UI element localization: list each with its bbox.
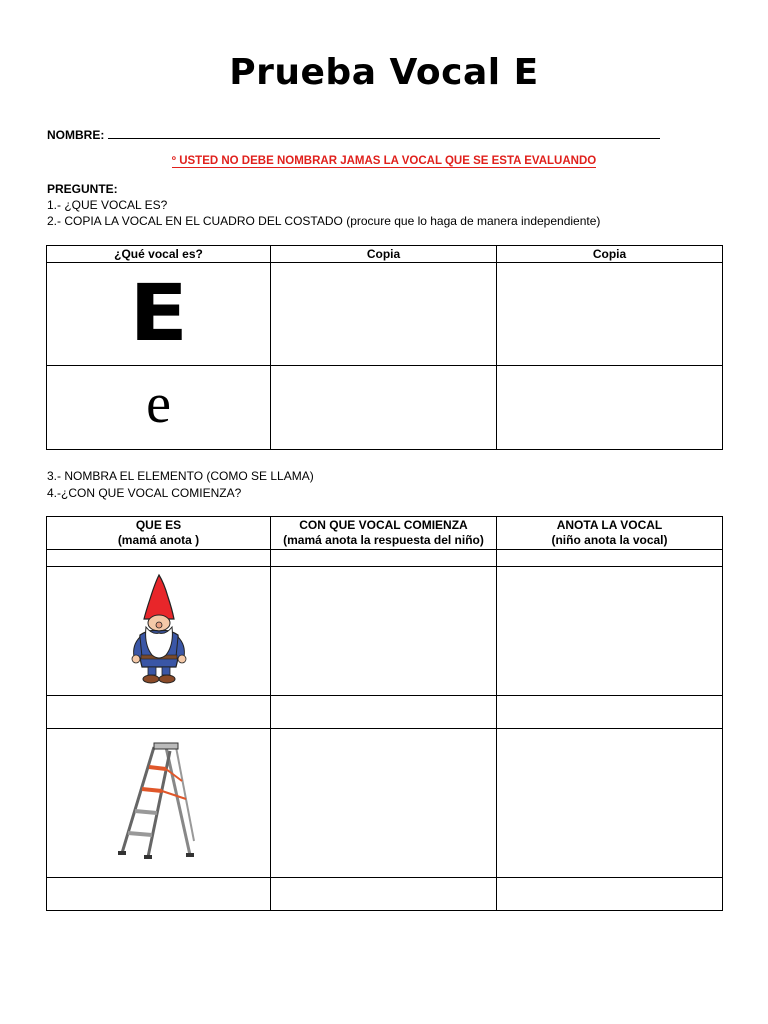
question-2-text: 2.- COPIA LA VOCAL EN EL CUADRO DEL COSTADO [47, 214, 343, 228]
header-con-que-vocal-sub: (mamá anota la respuesta del niño) [283, 533, 484, 547]
copy-cell[interactable] [271, 263, 497, 366]
table-row [47, 878, 723, 911]
answer-cell[interactable] [271, 878, 497, 911]
header-anota-vocal-sub: (niño anota la vocal) [551, 533, 668, 547]
vowel-table [46, 245, 723, 450]
answer-cell[interactable] [271, 729, 497, 878]
nombre-field[interactable] [108, 127, 660, 139]
vowel-table-header [47, 246, 723, 263]
answer-cell[interactable] [497, 696, 723, 729]
ladder-cell [47, 729, 271, 878]
ladder-icon [114, 741, 204, 861]
header-copia-2: Copia [497, 246, 723, 263]
table-row [47, 729, 723, 878]
warning-note [0, 155, 768, 167]
answer-cell[interactable] [497, 550, 723, 567]
table-row [47, 550, 723, 567]
answer-cell[interactable] [47, 696, 271, 729]
table-row [47, 567, 723, 696]
element-table-header [47, 517, 723, 550]
vowel-upper: E [129, 269, 188, 359]
question-2 [47, 214, 600, 228]
table-row [47, 366, 723, 450]
vowel-lower: e [146, 372, 171, 435]
answer-cell[interactable] [271, 696, 497, 729]
question-3: 3.- NOMBRA EL ELEMENTO (COMO SE LLAMA) [47, 469, 314, 483]
answer-cell[interactable] [47, 550, 271, 567]
element-table [46, 516, 723, 911]
header-anota-vocal [497, 517, 723, 550]
nombre-label: NOMBRE: [47, 128, 105, 142]
header-anota-vocal-title: ANOTA LA VOCAL [556, 518, 663, 532]
vowel-upper-cell [47, 263, 271, 366]
question-4: 4.-¿CON QUE VOCAL COMIENZA? [47, 486, 242, 500]
question-2-note: (procure que lo haga de manera independiente) [346, 214, 601, 228]
answer-cell[interactable] [47, 878, 271, 911]
header-que-vocal: ¿Qué vocal es? [47, 246, 271, 263]
question-1: 1.- ¿QUE VOCAL ES? [47, 198, 168, 212]
header-con-que-vocal [271, 517, 497, 550]
answer-cell[interactable] [497, 878, 723, 911]
table-row [47, 696, 723, 729]
answer-cell[interactable] [271, 550, 497, 567]
header-copia-1: Copia [271, 246, 497, 263]
answer-cell[interactable] [497, 729, 723, 878]
copy-cell[interactable] [497, 263, 723, 366]
copy-cell[interactable] [497, 366, 723, 450]
gnome-cell [47, 567, 271, 696]
header-con-que-vocal-title: CON QUE VOCAL COMIENZA [299, 518, 468, 532]
header-que-es-title: QUE ES [135, 518, 182, 532]
vowel-lower-cell [47, 366, 271, 450]
table-row [47, 263, 723, 366]
page-title: Prueba Vocal E [229, 52, 539, 93]
pregunte-label: PREGUNTE: [47, 182, 118, 196]
answer-cell[interactable] [497, 567, 723, 696]
header-que-es [47, 517, 271, 550]
answer-cell[interactable] [271, 567, 497, 696]
copy-cell[interactable] [271, 366, 497, 450]
nombre-line [47, 127, 660, 142]
warning-text: º USTED NO DEBE NOMBRAR JAMAS LA VOCAL QUE SE ESTA EVALUANDO [171, 155, 597, 167]
gnome-icon [124, 573, 194, 685]
header-que-es-sub: (mamá anota ) [117, 533, 200, 547]
